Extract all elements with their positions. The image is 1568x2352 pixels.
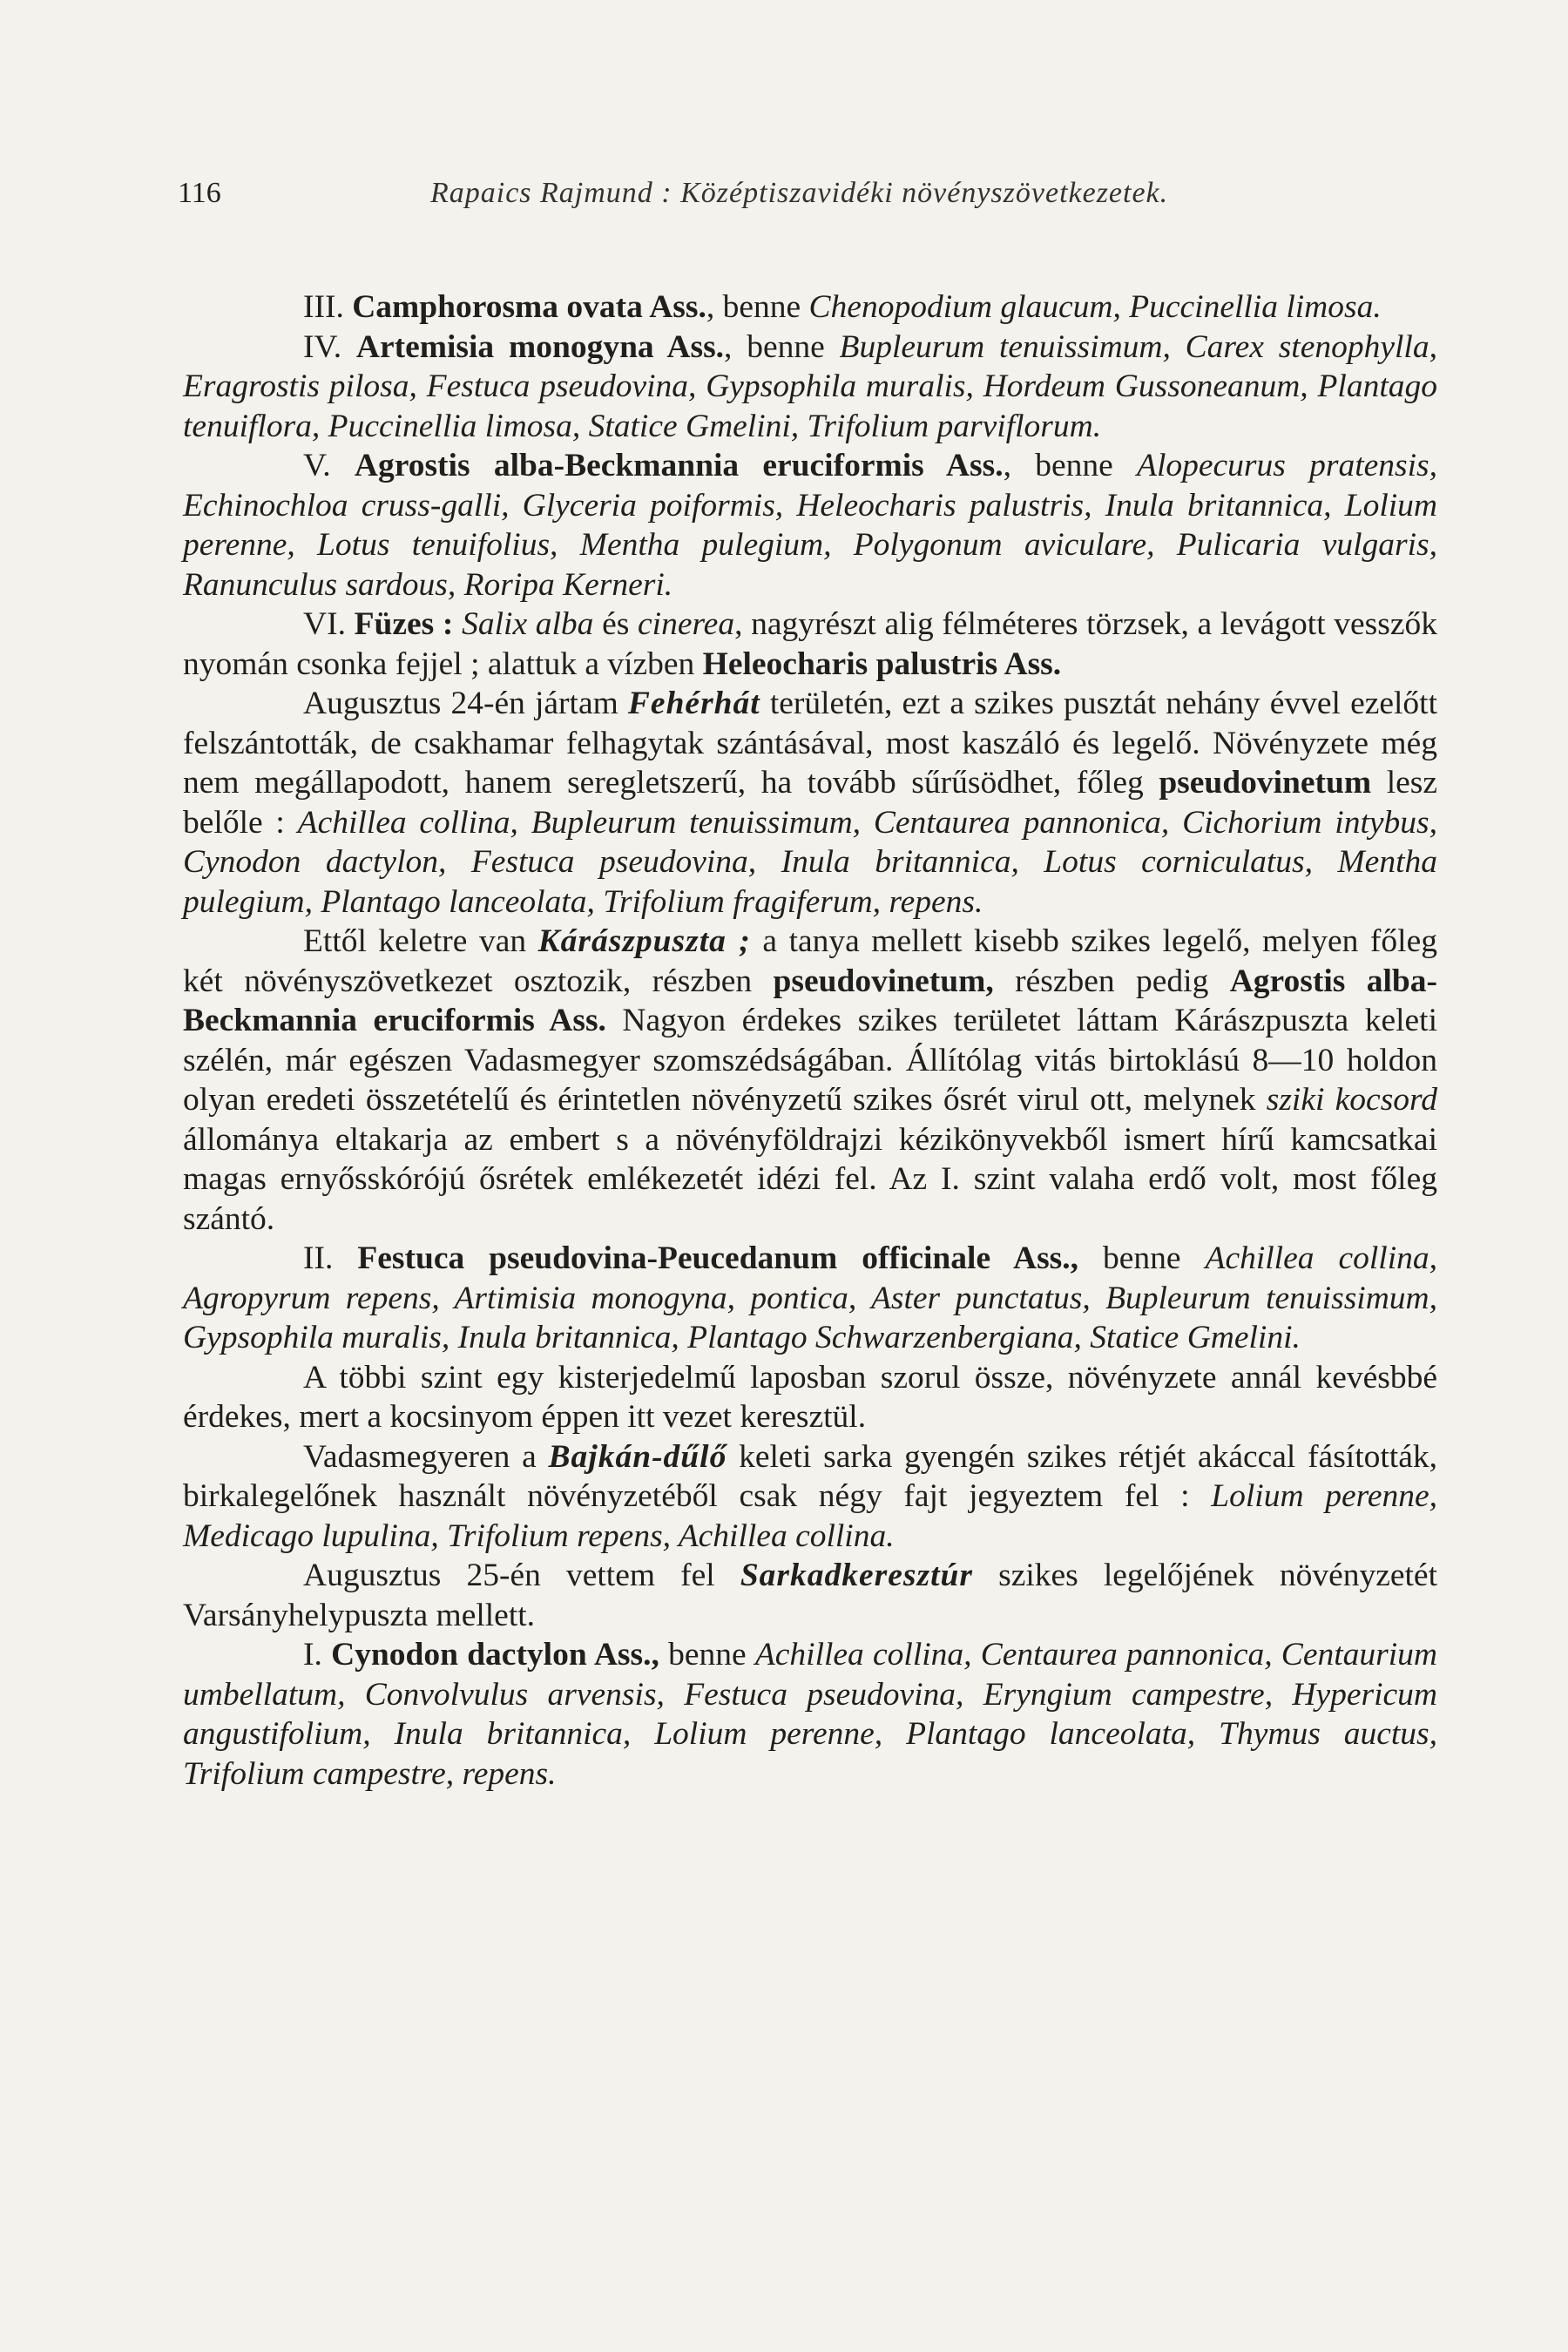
text-run: benne xyxy=(659,1637,755,1673)
paragraph-cynodon xyxy=(183,1635,1437,1794)
running-title: Rapaics Rajmund : Középtiszavidéki növényszövetkezetek. xyxy=(430,177,1169,209)
text-run: Achillea collina, Agropyrum repens, Artimisia monogyna, pontica, Aster punctatus, Bupleurum tenuissimum, Gypsophila muralis, Inula britannica, Plantago Schwarzenbergiana, Statice Gmelini. xyxy=(183,1240,1437,1355)
text-run: a tanya mellett kisebb szikes legelő, melyen főleg két növényszövetkezet osztozik, részben xyxy=(183,923,1437,999)
text-run: pseudovinetum, xyxy=(773,963,994,999)
text-run: részben pedig xyxy=(993,963,1230,999)
text-run: Bajkán-dűlő xyxy=(548,1438,727,1475)
text-run: Festuca pseudovina-Peucedanum officinale Ass., xyxy=(357,1240,1079,1276)
text-run: Augusztus 24-én jártam xyxy=(303,686,628,721)
text-run: II. xyxy=(303,1240,358,1276)
text-run: Agrostis alba-Beckmannia eruciformis Ass. xyxy=(183,963,1438,1038)
text-run: lesz belőle : xyxy=(183,765,1437,841)
paragraph-karaszpuszta xyxy=(183,922,1437,1239)
text-run: benne xyxy=(1078,1240,1206,1276)
text-run: Alopecurus pratensis, Echinochloa cruss-galli, Glyceria poiformis, Heleocharis palustris, Inula britannica, Lolium perenne, Lotus tenuifolius, Mentha pulegium, Polygonum aviculare, Pulicaria vulgaris, Ranunculus sardous, Roripa Kerneri. xyxy=(183,448,1438,603)
text-run: Cynodon dactylon Ass., xyxy=(331,1637,659,1673)
text-run: Ettől keletre van xyxy=(303,923,538,959)
paragraph-camphorosma xyxy=(183,287,1437,328)
paragraph-agrostis xyxy=(183,446,1437,605)
paragraph-feherhat xyxy=(183,684,1437,922)
text-run: területén, ezt a szikes pusztát nehány évvel ezelőtt felszántották, de csakhamar felhagytak szántásával, most kaszáló és legelő. Növényzete még nem megállapodott, hanem seregletszerű, ha tovább sűrűsödhet, főleg xyxy=(183,686,1438,801)
paragraph-vadasmegyer xyxy=(183,1437,1437,1557)
text-run: Lolium perenne, Medicago lupulina, Trifolium repens, Achillea collina. xyxy=(183,1478,1437,1554)
text-run: , benne xyxy=(724,328,840,365)
text-run: Vadasmegyeren a xyxy=(303,1438,549,1475)
paragraph-fuzes xyxy=(183,605,1437,684)
text-run: Bupleurum tenuissimum, Carex stenophylla, Eragrostis pilosa, Festuca pseudovina, Gypsophila muralis, Hordeum Gussoneanum, Plantago tenuiflora, Puccinellia limosa, Statice Gmelini, Trifolium parviflorum. xyxy=(183,328,1437,444)
text-run: III. xyxy=(303,289,353,325)
text-run: cinerea xyxy=(638,606,735,642)
text-run: VI. xyxy=(303,606,355,642)
text-run: Achillea collina, Centaurea pannonica, Centaurium umbellatum, Convolvulus arvensis, Festuca pseudovina, Eryngium campestre, Hypericum angustifolium, Inula britannica, Lolium perenne, Plantago lanceolata, Thymus auctus, Trifolium campestre, repens. xyxy=(183,1637,1437,1792)
text-run: Salix alba xyxy=(462,606,594,642)
text-run: , nagyrészt alig félméteres törzsek, a levágott vesszők nyomán csonka fejjel ; alattuk a vízben xyxy=(183,606,1438,682)
text-run: Fehérhát xyxy=(627,686,760,721)
text-run: állománya eltakarja az embert s a növényföldrajzi kézikönyvekből ismert hírű kamcsatkai magas ernyősskórójú ősrétek emlékezetét idézi fel. Az I. szint valaha erdő volt, most főleg szántó. xyxy=(183,1121,1437,1237)
text-run: I. xyxy=(303,1637,332,1673)
text-run: Füzes : xyxy=(354,606,454,642)
text-run: és xyxy=(593,606,639,642)
text-run: Nagyon érdekes szikes területet láttam Kárászpuszta keleti szélén, már egészen Vadasmegyer szomszédságában. Állítólag vitás birtoklású 8—10 holdon olyan eredeti összetételű és érintetlen növényzetű szikes ősrét virul ott, melynek xyxy=(183,1003,1437,1118)
text-run: Heleocharis palustris Ass. xyxy=(702,645,1062,682)
text-run: Kárászpuszta ; xyxy=(537,923,751,959)
paragraph-artemisia xyxy=(183,328,1437,447)
paragraph-sarkadkeresztur xyxy=(183,1556,1437,1635)
paragraph-tobbi-szint xyxy=(183,1358,1437,1437)
text-run: V. xyxy=(303,448,355,483)
page-number: 116 xyxy=(178,177,221,209)
text-run: keleti sarka gyengén szikes rétjét akáccal fásították, birkalegelőnek használt növényzetéből csak négy fajt jegyeztem fel : xyxy=(183,1438,1437,1514)
text-run xyxy=(453,606,462,642)
text-run: Artemisia monogyna Ass. xyxy=(355,328,725,365)
text-run: Augusztus 25-én vettem fel xyxy=(303,1558,740,1593)
body-text xyxy=(183,287,1437,1794)
text-run: Chenopodium glaucum, Puccinellia limosa. xyxy=(808,289,1382,325)
text-run: A többi szint egy kisterjedelmű laposban szorul össze, növényzete annál kevésbbé érdekes, mert a kocsinyom éppen itt vezet keresztül. xyxy=(183,1359,1437,1435)
page-header xyxy=(178,172,1397,224)
text-run: Agrostis alba-Beckmannia eruciformis Ass. xyxy=(354,448,1004,483)
text-run: Achillea collina, Bupleurum tenuissimum, Centaurea pannonica, Cichorium intybus, Cynodon dactylon, Festuca pseudovina, Inula britannica, Lotus corniculatus, Mentha pulegium, Plantago lanceolata, Trifolium fragiferum, repens. xyxy=(183,804,1437,920)
text-run: sziki kocsord xyxy=(1266,1082,1437,1118)
paragraph-festuca xyxy=(183,1239,1437,1358)
text-run: , benne xyxy=(1003,448,1138,483)
text-run: Sarkadkeresztúr xyxy=(740,1558,973,1593)
text-run: , benne xyxy=(706,289,809,325)
text-run: szikes legelőjének növényzetét Varsányhelypuszta mellett. xyxy=(183,1558,1437,1633)
text-run: pseudovinetum xyxy=(1159,765,1372,801)
text-run: IV. xyxy=(303,328,356,365)
text-run: Camphorosma ovata Ass. xyxy=(352,289,706,325)
